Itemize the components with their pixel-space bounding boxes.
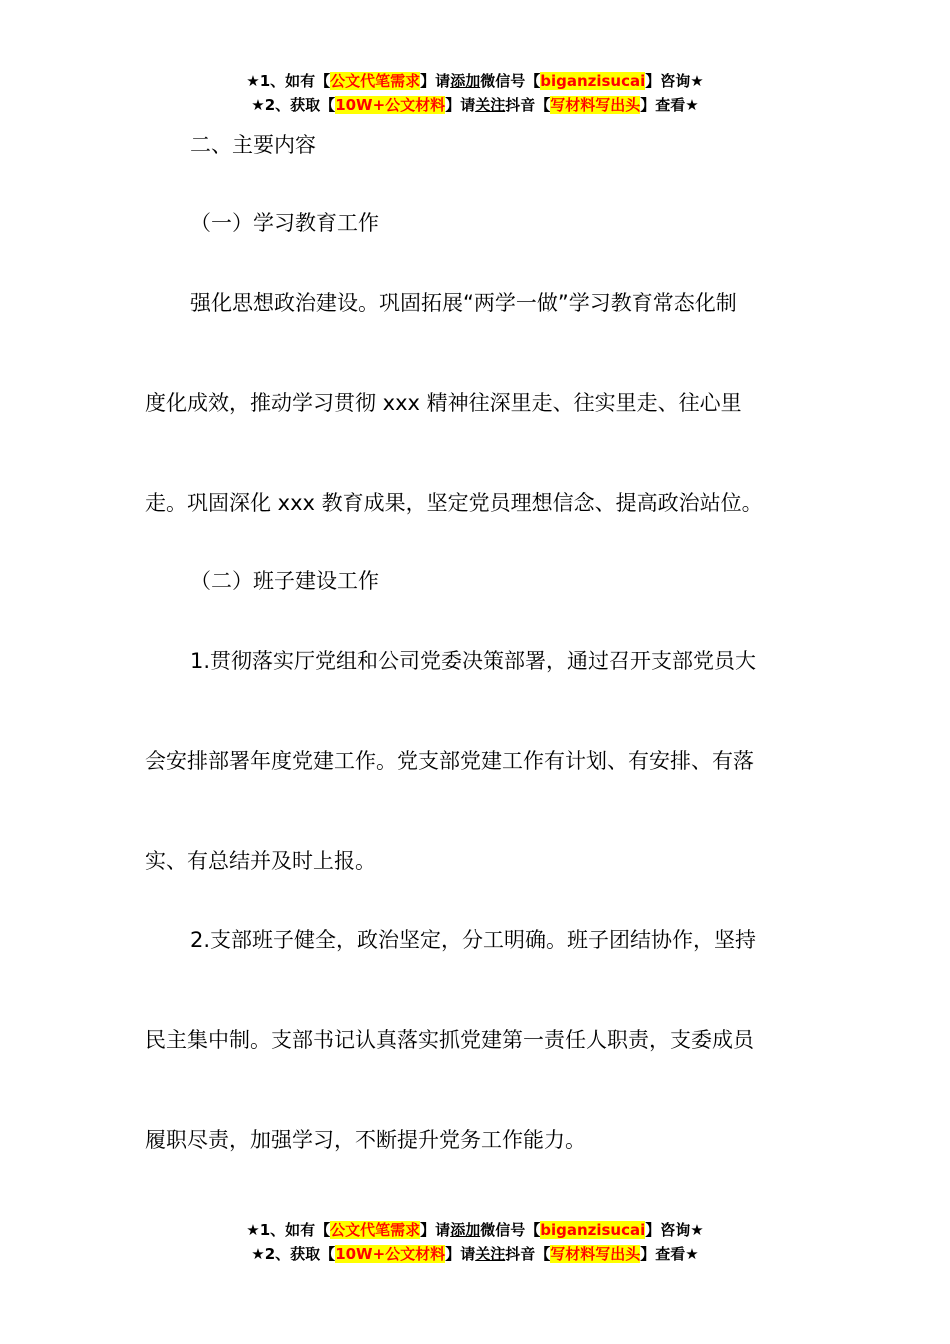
paragraph-line: 会安排部署年度党建工作。党支部党建工作有计划、有安排、有落 — [145, 749, 754, 773]
banner-text: 微信号【 — [480, 72, 541, 90]
banner-underline: 关注 — [475, 96, 506, 114]
paragraph-line: 民主集中制。支部书记认真落实抓党建第一责任人职责，支委成员 — [145, 1028, 754, 1052]
banner-highlight: 写材料写出头 — [550, 96, 641, 114]
banner-text: 抖音【 — [505, 96, 551, 114]
banner-text: ★1、如有【 — [246, 72, 331, 90]
banner-text: 】请 — [445, 1245, 476, 1263]
paragraph-study — [145, 253, 795, 553]
subsection-title-team: （二）班子建设工作 — [190, 569, 379, 593]
paragraph-line: 强化思想政治建设。巩固拓展“两学一做”学习教育常态化制 — [190, 291, 737, 315]
section-title: 二、主要内容 — [190, 133, 316, 157]
banner-text: ★2、获取【 — [251, 96, 336, 114]
banner-text: 】咨询★ — [645, 72, 704, 90]
banner-line-1 — [0, 1218, 950, 1242]
paragraph-line: 实、有总结并及时上报。 — [145, 849, 376, 873]
banner-text: 】查看★ — [640, 96, 699, 114]
banner-text: 微信号【 — [480, 1221, 541, 1239]
banner-text: 抖音【 — [505, 1245, 551, 1263]
banner-text: 】请 — [420, 1221, 451, 1239]
header-banner — [0, 69, 950, 117]
paragraph-line: 履职尽责，加强学习，不断提升党务工作能力。 — [145, 1128, 586, 1152]
banner-text: ★1、如有【 — [246, 1221, 331, 1239]
banner-underline: 添加 — [450, 1221, 481, 1239]
paragraph-team-1 — [145, 611, 795, 911]
paragraph-line: 2.支部班子健全，政治坚定，分工明确。班子团结协作，坚持 — [190, 928, 757, 952]
subsection-title-study: （一）学习教育工作 — [190, 211, 379, 235]
banner-highlight: 10W+公文材料 — [335, 1245, 446, 1263]
paragraph-line: 1.贯彻落实厅党组和公司党委决策部署，通过召开支部党员大 — [190, 649, 757, 673]
footer-banner — [0, 1218, 950, 1266]
banner-underline: 添加 — [450, 72, 481, 90]
banner-line-2 — [0, 1242, 950, 1266]
banner-highlight: biganzisucai — [540, 72, 646, 90]
banner-highlight: 10W+公文材料 — [335, 96, 446, 114]
banner-text: 】请 — [445, 96, 476, 114]
banner-text: 】查看★ — [640, 1245, 699, 1263]
banner-highlight: 公文代笔需求 — [330, 72, 421, 90]
paragraph-line: 走。巩固深化 xxx 教育成果，坚定党员理想信念、提高政治站位。 — [145, 491, 763, 515]
banner-highlight: 公文代笔需求 — [330, 1221, 421, 1239]
banner-text: ★2、获取【 — [251, 1245, 336, 1263]
banner-text: 】请 — [420, 72, 451, 90]
paragraph-line: 度化成效，推动学习贯彻 xxx 精神往深里走、往实里走、往心里 — [145, 391, 742, 415]
banner-line-1 — [0, 69, 950, 93]
banner-text: 】咨询★ — [645, 1221, 704, 1239]
banner-line-2 — [0, 93, 950, 117]
banner-underline: 关注 — [475, 1245, 506, 1263]
paragraph-team-2 — [145, 890, 795, 1190]
banner-highlight: 写材料写出头 — [550, 1245, 641, 1263]
banner-highlight: biganzisucai — [540, 1221, 646, 1239]
